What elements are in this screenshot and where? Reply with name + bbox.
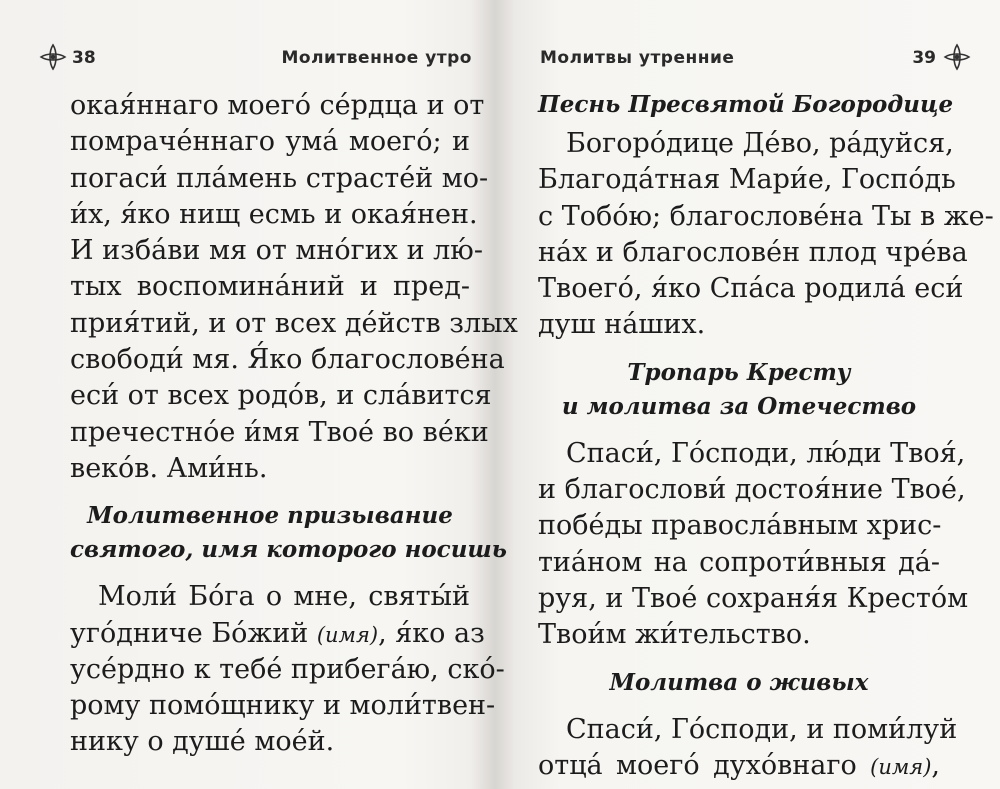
text-line: Моли́ Бо́га о мне, святы́й [98, 581, 470, 613]
right-page-body [538, 88, 994, 784]
text-line: Спаси́, Го́споди, лю́ди Твоя́, [566, 437, 966, 469]
fleuron-icon [942, 42, 972, 72]
left-page-body [70, 88, 518, 761]
text-line: Спаси́, Го́споди, и поми́луй [566, 713, 958, 745]
page-number: 39 [912, 48, 936, 68]
text-line: веко́в. Ами́нь. [70, 452, 268, 484]
text-line: погаси́ пла́мень страсте́й мо- [70, 162, 489, 194]
text-line: еси́ от всех родо́в, и сла́вится [70, 380, 492, 412]
text-line: окая́ннаго моего́ се́рдца и от [70, 90, 485, 121]
running-title: Молитвенное утро [281, 48, 472, 68]
text-line: прия́тий, и от всех де́йств злых [70, 307, 518, 339]
section-heading: Молитва о живых [609, 668, 869, 696]
text-line: помраче́ннаго ума́ моего́; и [70, 126, 470, 158]
text-line: душ на́ших. [538, 309, 706, 341]
text-line: усе́рдно к тебе́ прибега́ю, ско́- [70, 653, 505, 685]
right-page-header [500, 42, 1000, 72]
left-page-header [0, 42, 500, 72]
text-line: Богоро́дице Де́во, ра́дуйся, [566, 128, 954, 159]
text-line: И изба́ви мя от мно́гих и лю́- [70, 235, 483, 267]
section-heading: Молитвенное призывание [87, 502, 453, 530]
text-line: и́х, я́ко нищ есмь и окая́нен. [70, 198, 478, 230]
text-line: уго́дниче Бо́жий (имя), я́ко аз [70, 617, 485, 649]
text-line: отца́ моего́ духо́внаго (имя), [538, 749, 940, 781]
text-line: Благода́тная Мари́е, Госпо́дь [538, 164, 956, 196]
section-heading: Песнь Пресвятой Богородице [538, 91, 954, 118]
text-line: тиа́ном на сопроти́вныя да́- [538, 546, 940, 578]
text-line: пречестно́е и́мя Твое́ во ве́ки [70, 416, 489, 448]
text-line: побе́ды правосла́вным хрис- [538, 510, 942, 542]
page-number: 38 [72, 48, 96, 68]
text-line: Твои́м жи́тельство. [538, 619, 811, 651]
text-line: на́х и благослове́н плод чре́ва [538, 236, 968, 268]
right-page [500, 0, 1000, 789]
section-heading: Тропарь Кресту [627, 358, 851, 386]
text-line: тых воспомина́ний и пред- [70, 271, 470, 303]
text-line: руя, и Твое́ сохраня́я Кресто́м [538, 582, 969, 614]
text-line: рому помо́щнику и моли́твен- [70, 690, 496, 722]
section-heading: и молитва за Отечество [561, 392, 917, 420]
name-placeholder: (имя) [316, 622, 379, 647]
running-title: Молитвы утренние [540, 48, 735, 68]
text-line: нику о душе́ мое́й. [70, 726, 335, 758]
text-line: свободи́ мя. Я́ко благослове́на [70, 344, 505, 376]
name-placeholder: (имя) [870, 754, 932, 779]
text-line: Твоего́, я́ко Спа́са родила́ еси́ [538, 273, 964, 305]
text-line: с Тобо́ю; благослове́на Ты в же- [538, 200, 994, 232]
text-line: и благослови́ достоя́ние Твое́, [538, 474, 966, 506]
fleuron-icon [38, 42, 68, 72]
section-heading: святого, имя которого носишь [70, 536, 507, 564]
